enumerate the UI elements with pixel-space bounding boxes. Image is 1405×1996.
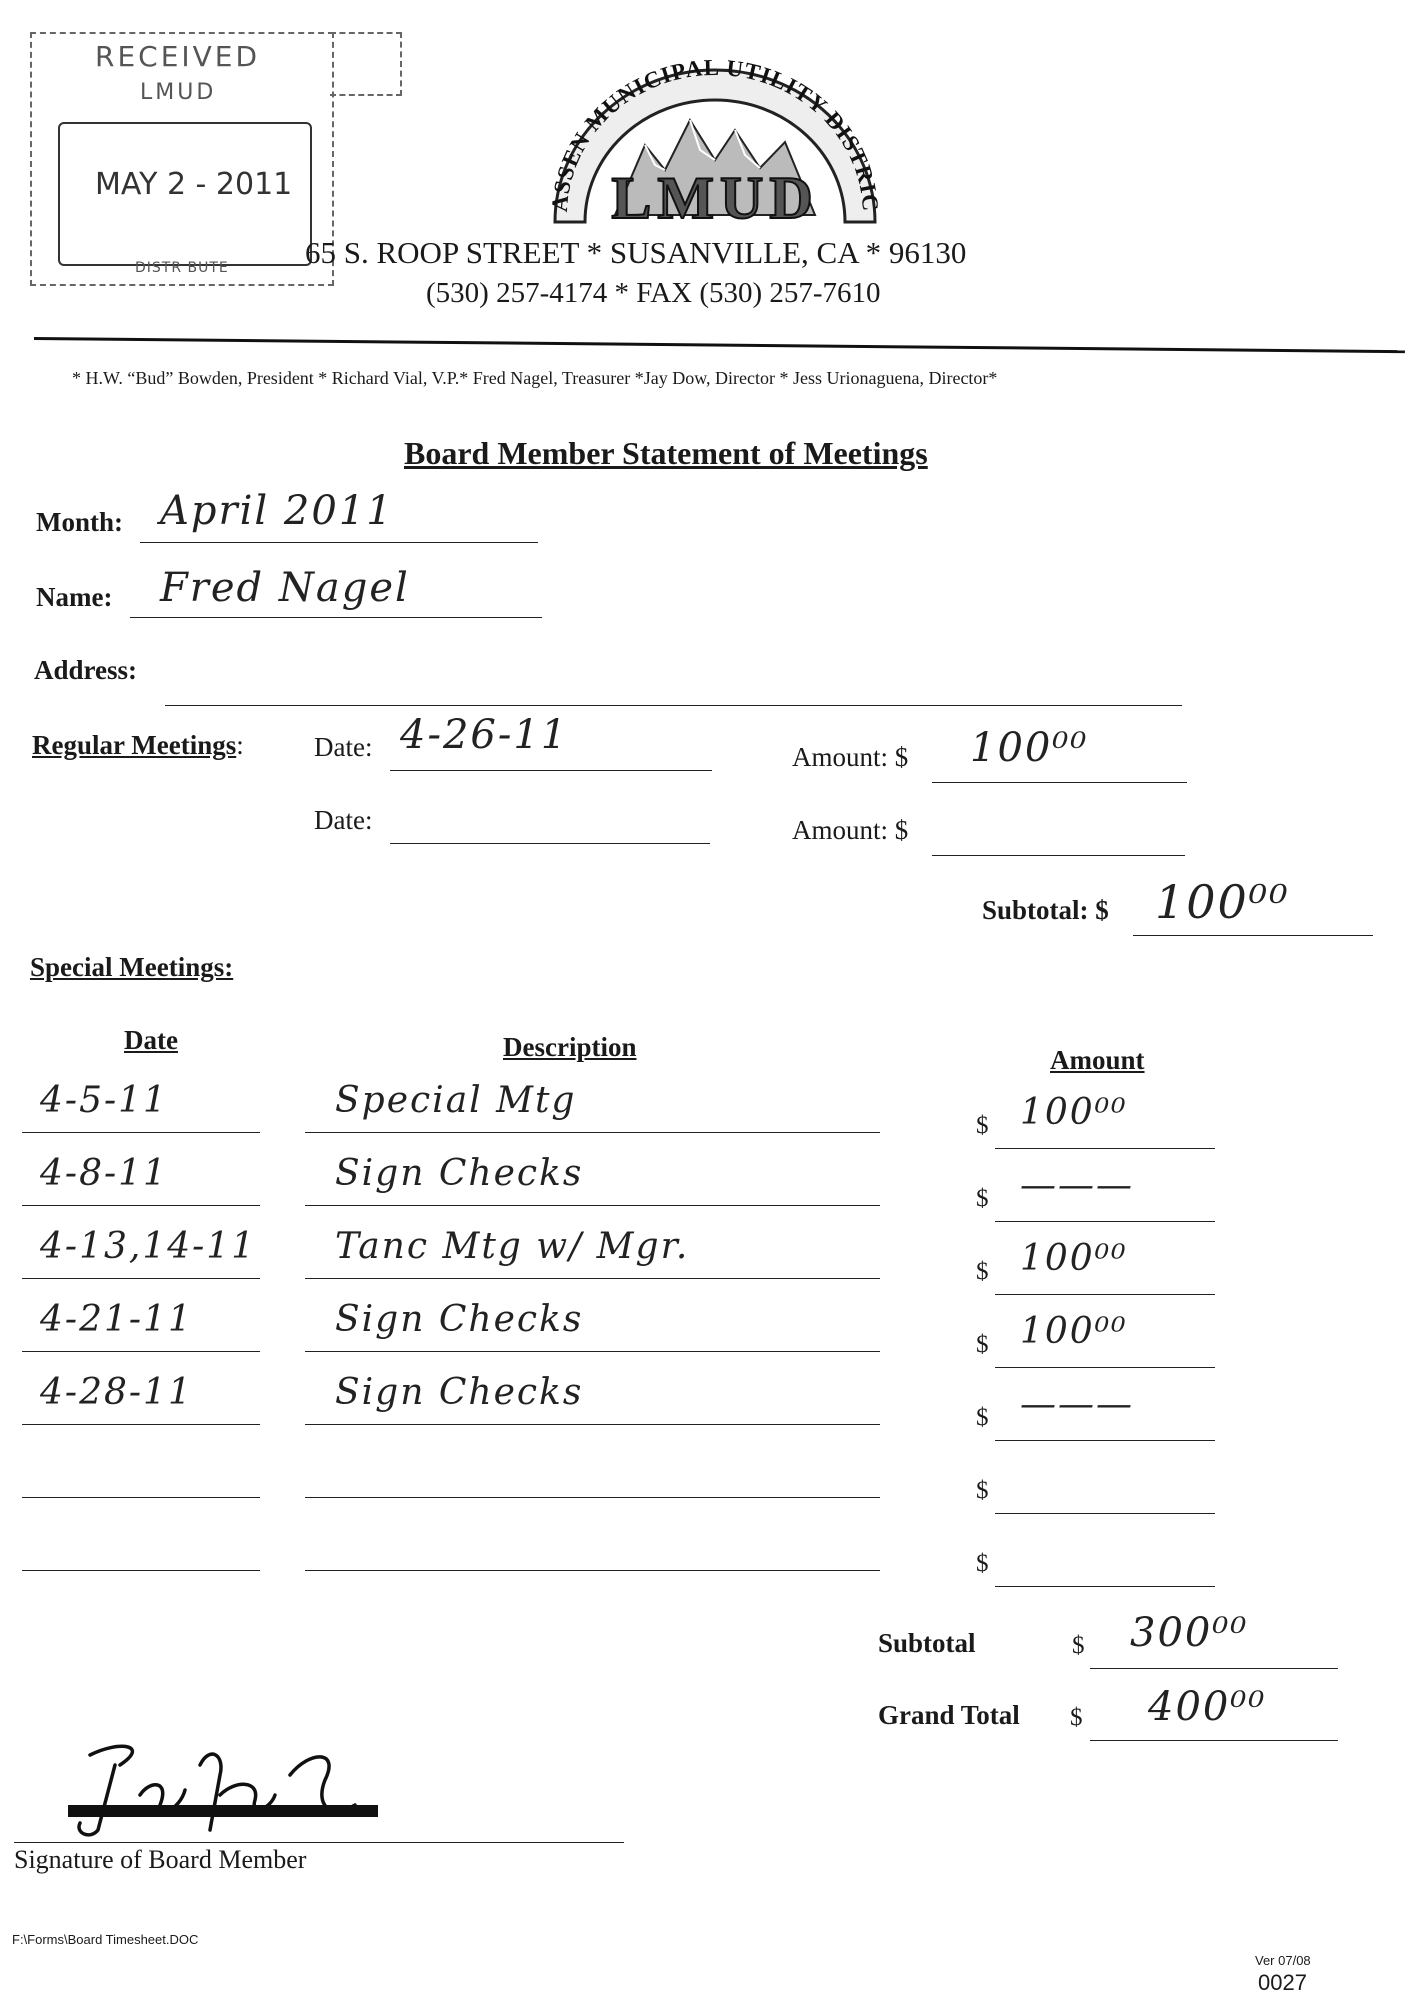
name-field[interactable]: Fred Nagel [160,565,410,611]
special-date-field[interactable]: 4-28-11 [40,1372,193,1413]
district-address: 65 S. ROOP STREET * SUSANVILLE, CA * 96130 [305,235,967,270]
regular-date-label-2: Date: [314,805,373,835]
stamp-date: MAY 2 - 2011 [95,167,293,202]
special-description-header: Description [503,1032,637,1062]
special-date-line [22,1351,260,1352]
special-description-line [305,1351,880,1352]
regular-meetings-label: Regular Meetings [32,730,237,760]
special-amount-currency: $ [976,1258,989,1285]
received-stamp [0,22,410,322]
regular-date-line-1 [390,770,712,771]
special-description-field[interactable]: Special Mtg [335,1080,577,1121]
special-amount-line [995,1440,1215,1441]
special-description-field[interactable]: Sign Checks [335,1153,584,1194]
special-description-field[interactable]: Tanc Mtg w/ Mgr. [335,1226,690,1267]
special-date-field[interactable]: 4-8-11 [40,1153,168,1194]
special-date-line [22,1205,260,1206]
regular-subtotal-line [1133,935,1373,936]
regular-meetings-heading [32,730,244,761]
name-line [130,617,542,618]
special-description-line [305,1497,880,1498]
special-amount-line [995,1148,1215,1149]
name-label: Name: [36,582,113,612]
special-amount-currency: $ [976,1112,989,1139]
special-amount-field[interactable]: 100⁰⁰ [1020,1311,1128,1352]
form-version: Ver 07/08 [1255,1953,1311,1968]
special-subtotal-field[interactable]: 300⁰⁰ [1130,1610,1249,1656]
stamp-side-tab [330,32,402,96]
svg-text:LASSEN MUNICIPAL UTILITY DISTR: ASSEN MUNICIPAL UTILITY DISTRIC [546,54,884,213]
special-amount-header: Amount [1050,1045,1145,1075]
grand-total-label: Grand Total [878,1700,1020,1730]
page-number: 0027 [1258,1970,1307,1995]
stamp-office-text: LMUD [140,80,217,105]
regular-subtotal-label: Subtotal: $ [982,895,1109,925]
special-date-line [22,1497,260,1498]
special-amount-currency: $ [976,1331,989,1358]
regular-amount-label-2: Amount: $ [792,815,909,845]
special-description-line [305,1132,880,1133]
special-date-field[interactable]: 4-5-11 [40,1080,168,1121]
special-date-line [22,1132,260,1133]
regular-meetings-colon: : [236,730,244,760]
board-officers: * H.W. “Bud” Bowden, President * Richard Vial, V.P.* Fred Nagel, Treasurer *Jay Dow, Director * Jess Urionaguena, Director* [72,368,998,388]
special-amount-currency: $ [976,1477,989,1504]
special-subtotal-currency: $ [1072,1632,1085,1659]
special-description-field[interactable]: Sign Checks [335,1372,584,1413]
special-amount-line [995,1294,1215,1295]
special-meetings-label: Special Meetings: [30,952,234,982]
stamp-footer-text: DISTR BUTE [135,260,229,276]
signature-mark[interactable] [60,1735,390,1845]
regular-amount-label-1: Amount: $ [792,742,909,772]
special-amount-field[interactable]: ——— [1020,1384,1134,1425]
regular-date-label-1: Date: [314,732,373,762]
signature-line [14,1842,624,1843]
logo-emblem [545,50,885,230]
special-date-field[interactable]: 4-13,14-11 [40,1226,257,1267]
special-description-field[interactable]: Sign Checks [335,1299,584,1340]
special-amount-field[interactable]: 100⁰⁰ [1020,1238,1128,1279]
form-title: Board Member Statement of Meetings [404,435,928,471]
grand-total-field[interactable]: 400⁰⁰ [1148,1684,1267,1730]
special-amount-currency: $ [976,1404,989,1431]
district-logo [545,50,885,230]
svg-text:LMUD: LMUD [611,165,819,230]
special-description-line [305,1424,880,1425]
district-phone: (530) 257-4174 * FAX (530) 257-7610 [426,277,881,309]
month-line [140,542,538,543]
grand-total-line [1090,1740,1338,1741]
special-date-header: Date [124,1025,178,1055]
special-amount-line [995,1513,1215,1514]
special-description-line [305,1205,880,1206]
signature-scribble [60,1735,390,1845]
special-subtotal-line [1090,1668,1338,1669]
special-date-field[interactable]: 4-21-11 [40,1299,193,1340]
special-date-line [22,1278,260,1279]
regular-amount-field-1[interactable]: 100⁰⁰ [970,725,1089,771]
regular-amount-line-2 [932,855,1185,856]
special-amount-line [995,1221,1215,1222]
special-date-line [22,1424,260,1425]
special-amount-field[interactable]: ——— [1020,1165,1134,1206]
month-label: Month: [36,507,123,537]
regular-amount-line-1 [932,782,1187,783]
grand-total-currency: $ [1070,1704,1083,1731]
regular-subtotal-field[interactable]: 100⁰⁰ [1155,875,1290,929]
month-field[interactable]: April 2011 [160,488,394,534]
regular-date-line-2 [390,843,710,844]
signature-label: Signature of Board Member [14,1845,307,1874]
special-amount-field[interactable]: 100⁰⁰ [1020,1092,1128,1133]
stamp-received-text: RECEIVED [95,40,261,73]
regular-date-field-1[interactable]: 4-26-11 [400,712,569,758]
address-label: Address: [34,655,138,685]
special-amount-currency: $ [976,1185,989,1212]
special-description-line [305,1570,880,1571]
special-amount-line [995,1367,1215,1368]
special-subtotal-label: Subtotal [878,1628,976,1658]
special-date-line [22,1570,260,1571]
special-amount-currency: $ [976,1550,989,1577]
address-line [165,705,1182,706]
header-rule [34,337,1405,353]
file-path: F:\Forms\Board Timesheet.DOC [12,1932,199,1947]
special-description-line [305,1278,880,1279]
special-amount-line [995,1586,1215,1587]
